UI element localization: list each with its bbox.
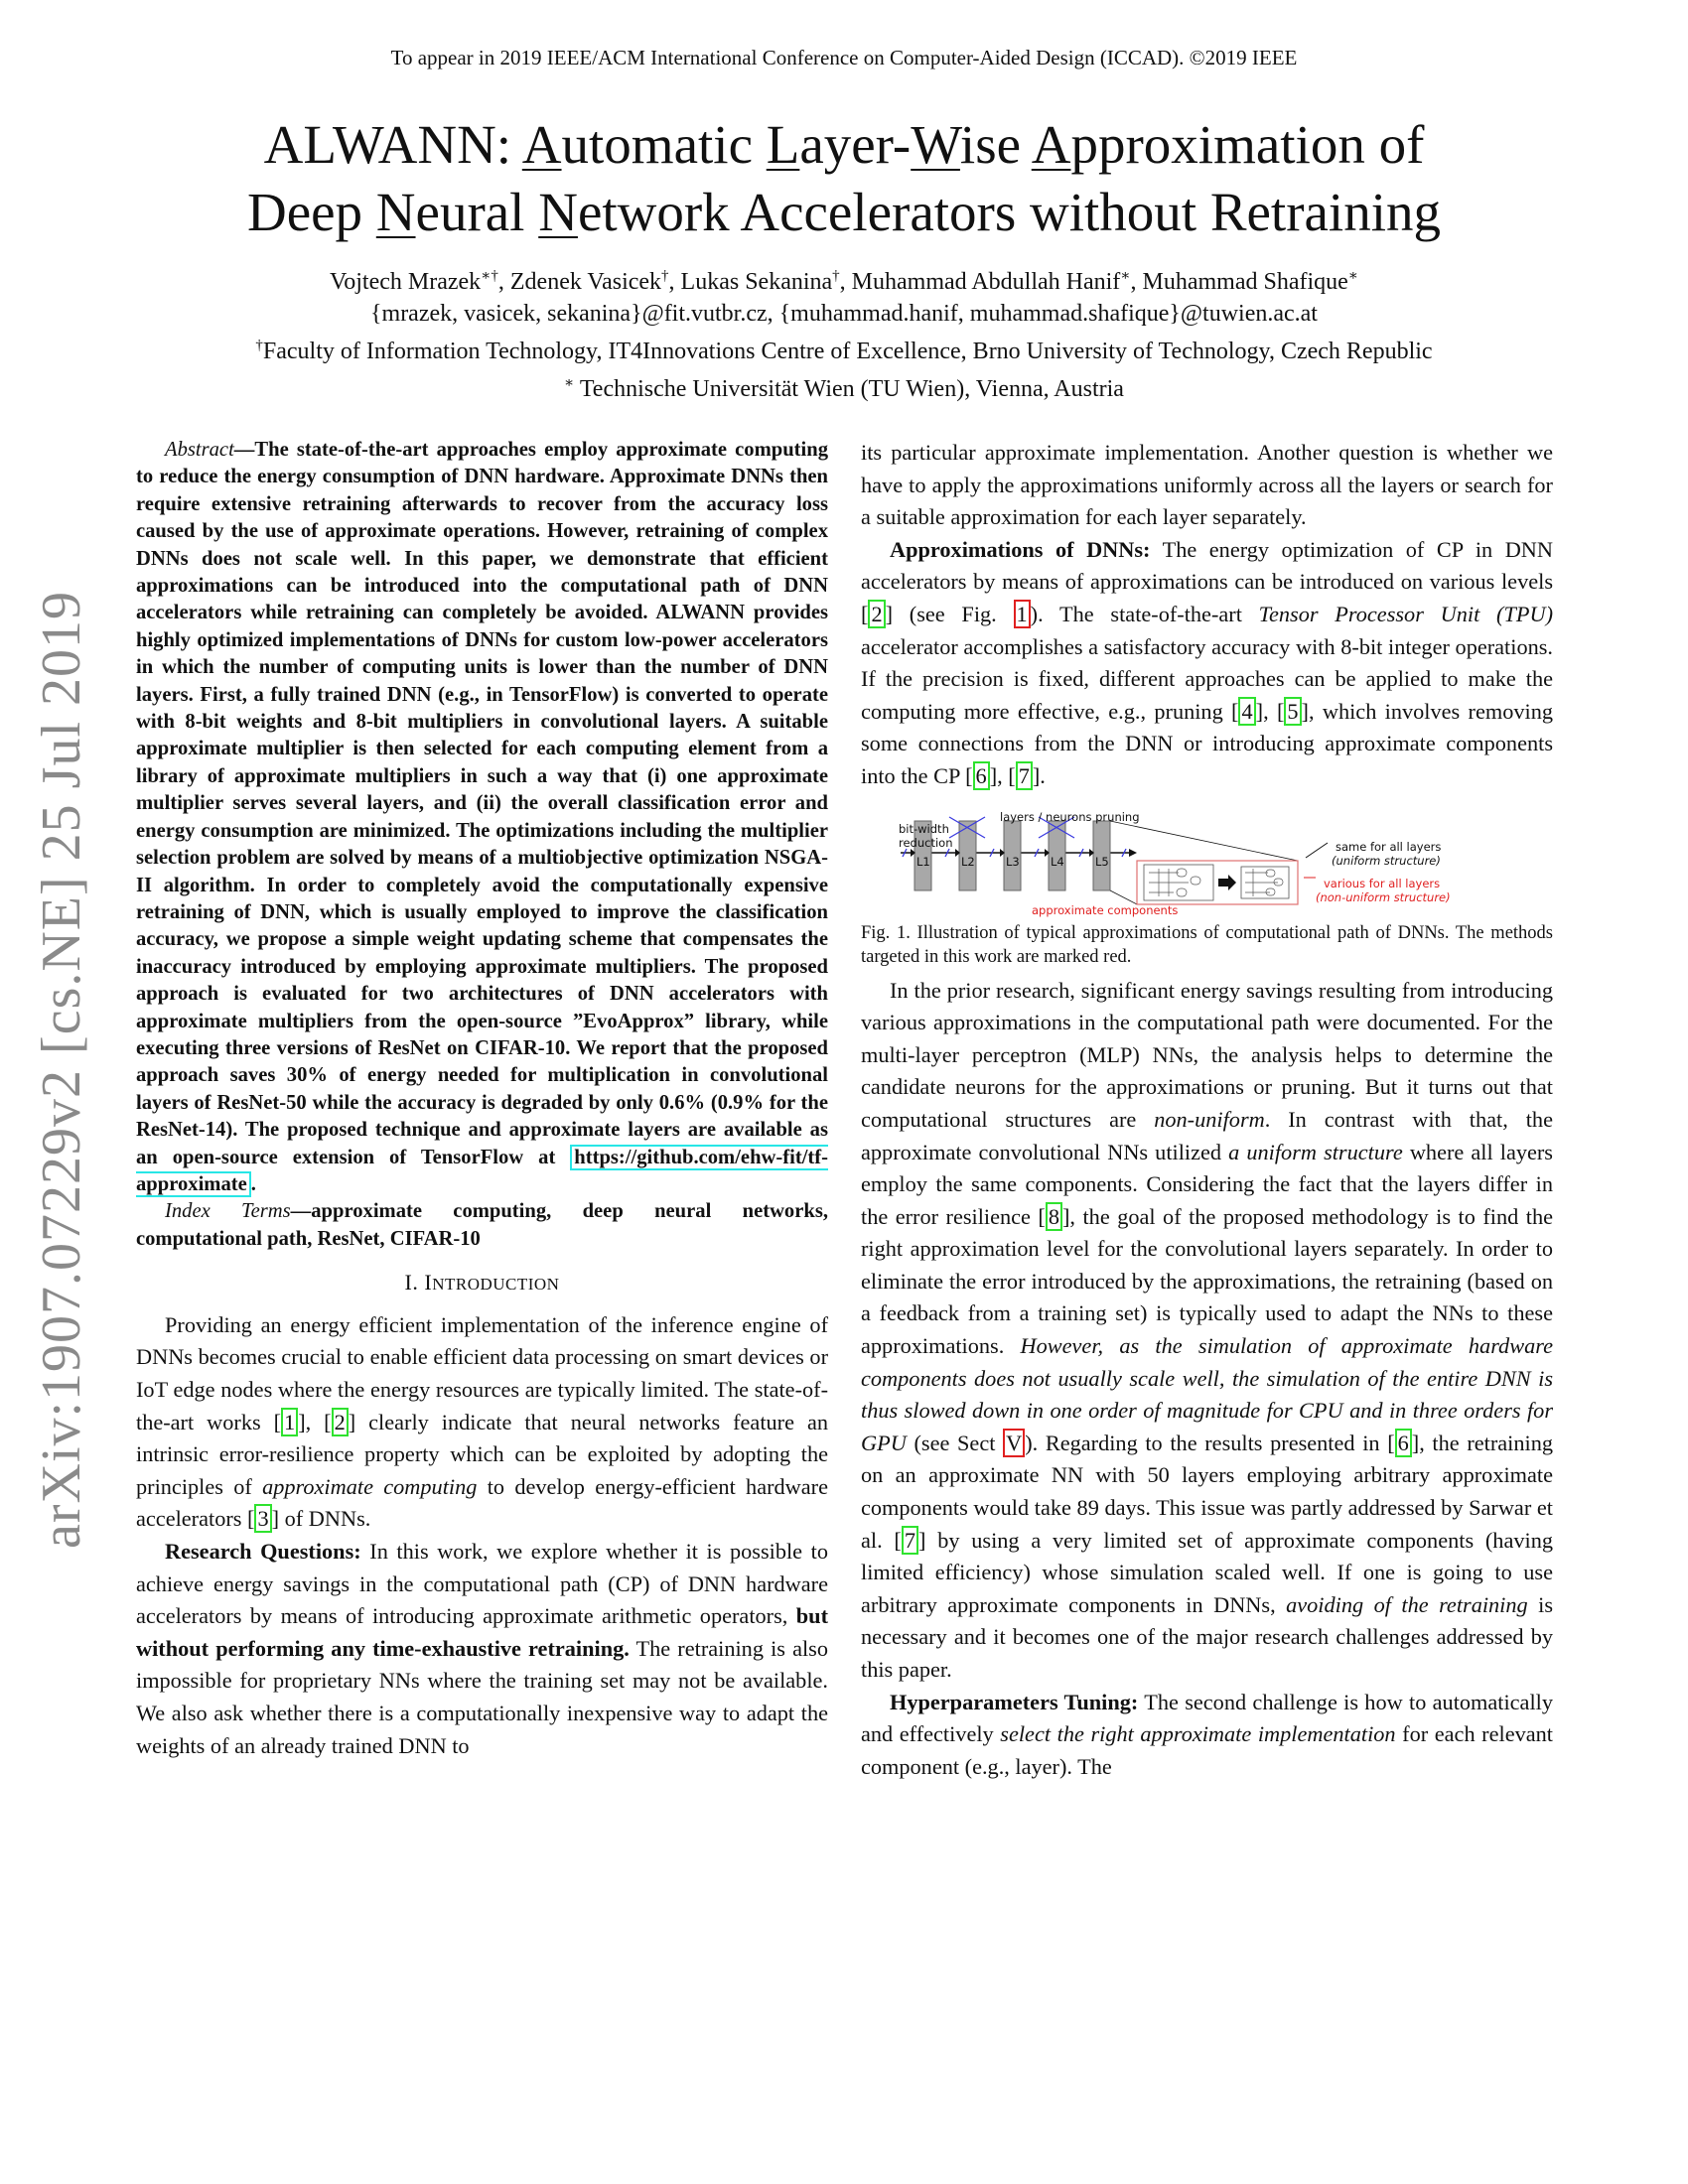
hyperparameters-paragraph: Hyperparameters Tuning: The second challenge is how to automatically and effectively select the right approximate implementation for each relevant component (e.g., layer). The: [861, 1689, 1553, 1779]
layer-label: L3: [1006, 854, 1020, 869]
citation-link[interactable]: 6: [973, 761, 990, 790]
citation-link[interactable]: 7: [902, 1526, 918, 1555]
github-link[interactable]: https://github.com/ehw-fit/tf-approximate: [136, 1146, 828, 1195]
figure-ref-link[interactable]: 1: [1014, 600, 1031, 628]
section-ref-link[interactable]: V: [1003, 1429, 1025, 1457]
abstract: Abstract—The state-of-the-art approaches employ approximate computing to reduce the energy consumption of DNN hardware. Approximate DNNs then require extensive retraining afterwards to recover from the accuracy loss caused by the use of approximate operations. However, retraining of complex DNNs does not scale well. In this paper, we demonstrate that efficient approximations can be introduced into the computational path of DNN accelerators while retraining can completely be avoided. ALWANN provides highly optimized implementations of DNNs for custom low-power accelerators in which the number of computing units is lower than the number of DNN layers. First, a fully trained DNN (e.g., in TensorFlow) is converted to operate with 8-bit weights and 8-bit multipliers in convolutional layers. A suitable approximate multiplier is then selected for each computing element from a library of approximate multipliers in such a way that (i) one approximate multiplier serves several layers, and (ii) the overall classification error and energy consumption are minimized. The optimizations including the multiplier selection problem are solved by means of a multiobjective optimization NSGA-II algorithm. In order to completely avoid the computationally expensive retraining of DNN, which is usually employed to improve the classification accuracy, we propose a simple weight updating scheme that compensates the inaccuracy introduced by employing approximate multipliers. The proposed approach is evaluated for two architectures of DNN accelerators with approximate multipliers from the open-source ”EvoApprox” library, while executing three versions of ResNet on CIFAR-10. We report that the proposed approach saves 30% of energy needed for multiplication in convolutional layers of ResNet-50 while the accuracy is degraded by only 0.6% (0.9% for the ResNet-14). The proposed technique and approximate layers are available as an open-source extension of TensorFlow at https://github.com/ehw-fit/tf-approximate .: [136, 439, 828, 1195]
author-names: Vojtech Mrazek∗†, Zdenek Vasicek†, Lukas Sekanina†, Muhammad Abdullah Hanif∗, Muhammad Shafique∗: [330, 268, 1358, 295]
citation-link[interactable]: 4: [1238, 697, 1255, 726]
approximations-paragraph: Approximations of DNNs: The energy optimization of CP in DNN accelerators by means of approximations can be introduced on various levels [ 2 ] (see Fig. 1 ). The state-of-the-art Tensor Processor Unit (TPU) accelerator accomplishes a satisfactory accuracy with 8-bit integer operations. If the precision is fixed, different approaches can be applied to make the computing more effective, e.g., pruning [ 4 ], [ 5 ], which involves removing some connections from the DNN or introducing approximate components into the CP [ 6 ], [ 7 ].: [861, 536, 1553, 788]
bitwidth-label: bit-width: [899, 821, 949, 836]
section-heading-introduction: I. INTRODUCTION: [404, 1270, 560, 1296]
left-column: [136, 437, 828, 1762]
citation-link[interactable]: 3: [254, 1504, 271, 1533]
index-terms: Index Terms—approximate computing, deep neural networks, computational path, ResNet, CIFAR-10: [136, 1200, 828, 1250]
layer-label: L4: [1051, 854, 1064, 869]
conference-note: To appear in 2019 IEEE/ACM International Conference on Computer-Aided Design (ICCAD). ©2019 IEEE: [390, 46, 1298, 69]
nonuniform-label: (non-uniform structure): [1316, 889, 1451, 904]
citation-link[interactable]: 8: [1046, 1202, 1062, 1231]
figure-1-caption: Fig. 1. Illustration of typical approximations of computational path of DNNs. The methods targeted in this work are marked red.: [861, 922, 1553, 967]
citation-link[interactable]: 7: [1016, 761, 1033, 790]
affiliation-1: †Faculty of Information Technology, IT4Innovations Centre of Excellence, Brno University of Technology, Czech Republic: [255, 338, 1433, 364]
uniform-label: (uniform structure): [1332, 853, 1441, 868]
intro-paragraph: Providing an energy efficient implementation of the inference engine of DNNs becomes crucial to enable efficient data processing on smart devices or IoT edge nodes where the energy resources are typically limited. The state-of-the-art works [ 1 ], [ 2 ] clearly indicate that neural networks feature an intrinsic error-resilience property which can be exploited by adopting the principles of approximate computing to develop energy-efficient hardware accelerators [ 3 ] of DNNs.: [136, 1311, 829, 1532]
figure-1: [861, 803, 1553, 917]
citation-link[interactable]: 5: [1284, 697, 1301, 726]
prior-research-paragraph: In the prior research, significant energy savings resulting from introducing various approximations in the computational path were documented. For the multi-layer perceptron (MLP) NNs, the analysis helps to determine the candidate neurons for the approximations or pruning. But it turns out that computational structures are non-uniform. In contrast with that, the approximate convolutional NNs utilized a uniform structure where all layers employ the same components. Considering the fact that the layers differ in the error resilience [ 8 ], the goal of the proposed methodology is to find the right approximation level for the convolutional layers separately. In order to eliminate the error introduced by the approximations, the retraining (based on a feedback from a training set) is typically used to adapt the NNs to these approximations. However, as the simulation of approximate hardware components does not usually scale well, the simulation of the entire DNN is thus slowed down in one order of magnitude for CPU and in three orders for GPU (see Sect V ). Regarding to the results presented in [ 6 ], the retraining on an approximate NN with 50 layers employing arbitrary approximate components would take 89 days. This issue was partly addressed by Sarwar et al. [ 7 ] by using a very limited set of approximate components (having limited efficiency) whose simulation scaled well. If one is going to use arbitrary approximate components in DNNs, avoiding of the retraining is necessary and it becomes one of the major research challenges addressed by this paper.: [861, 977, 1554, 1682]
right-column: [861, 437, 1553, 1783]
approx-components-label: approximate components: [1032, 902, 1179, 917]
author-emails: {mrazek, vasicek, sekanina}@fit.vutbr.cz, {muhammad.hanif, muhammad.shafique}@tuwien.ac.at: [370, 301, 1318, 327]
various-layers-label: various for all layers: [1324, 876, 1441, 890]
citation-link[interactable]: 1: [281, 1408, 298, 1436]
title-line-2: Deep Neural Network Accelerators without Retraining: [247, 182, 1441, 242]
continued-paragraph: its particular approximate implementation. Another question is whether we have to apply the approximations uniformly across all the layers or search for a suitable approximation for each layer separately.: [861, 440, 1553, 530]
layer-label: L1: [916, 854, 930, 869]
citation-link[interactable]: 6: [1395, 1429, 1412, 1457]
arxiv-stamp[interactable]: arXiv:1907.07229v2 [cs.NE] 25 Jul 2019: [31, 590, 92, 1549]
citation-link[interactable]: 2: [332, 1408, 349, 1436]
paper-title: [0, 111, 1688, 246]
research-questions-paragraph: Research Questions: In this work, we explore whether it is possible to achieve energy savings in the computational path (CP) of DNN hardware accelerators by means of introducing approximate arithmetic operators, but without performing any time-exhaustive retraining. The retraining is also impossible for proprietary NNs where the training set may not be available. We also ask whether there is a computationally inexpensive way to adapt the weights of an already trained DNN to: [136, 1538, 828, 1758]
layer-label: L2: [961, 854, 975, 869]
title-line-1: ALWANN: Automatic Layer-Wise Approximation of: [263, 114, 1425, 175]
pruning-label: layers / neurons pruning: [1000, 809, 1140, 824]
author-block: [0, 260, 1688, 405]
citation-link[interactable]: 2: [868, 600, 885, 628]
bitwidth-label-2: reduction: [899, 835, 953, 850]
affiliation-2: ∗ Technische Universität Wien (TU Wien), Vienna, Austria: [564, 375, 1124, 402]
layer-label: L5: [1095, 854, 1109, 869]
same-layers-label: same for all layers: [1336, 839, 1442, 854]
